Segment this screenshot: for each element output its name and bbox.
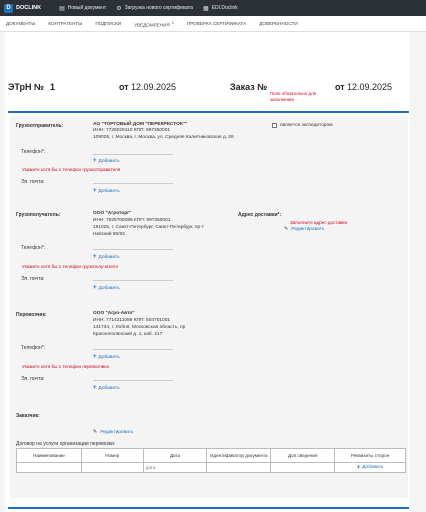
consignee-address-line1: 191025, г. Санкт-Петербург, Санкт-Петербург, пр-т [93, 225, 204, 230]
shipper-inn: ИНН: 7728029110 КПП: 997350001 [93, 128, 171, 133]
doc-from-label: от [119, 82, 129, 92]
new-document-label: Новый документ [67, 5, 107, 11]
menu-check-certificate[interactable]: ПРОВЕРКА СЕРТИФИКАТА [186, 21, 247, 26]
menu-subscriptions[interactable]: ПОДПИСКИ [95, 21, 122, 26]
cell-additional-info-input[interactable] [271, 463, 335, 473]
menu-notifications-label: УВЕДОМЛЕНИЯ [134, 22, 170, 28]
carrier-phone-input[interactable] [93, 349, 173, 350]
shipper-email-input[interactable] [93, 183, 173, 184]
contract-table [16, 448, 406, 473]
carrier-address-line1: 141734, г. Лобня, Московская область, пр [93, 325, 186, 330]
consignee-email-add-button[interactable] [93, 285, 120, 291]
shipper-phone-label: Телефон*: [21, 149, 46, 155]
carrier-email-label: Эл. почта: [21, 376, 45, 382]
shipper-label: Грузоотправитель: [16, 123, 64, 129]
carrier-inn: ИНН: 7714211088 КПП: 504701001 [93, 318, 171, 323]
table-header-row [17, 449, 406, 463]
carrier-email-input[interactable] [93, 380, 173, 381]
carrier-name: ООО "Агро-Авто" [93, 311, 135, 316]
doc-number[interactable]: 1 [50, 82, 56, 92]
add-label: Добавить [98, 385, 120, 391]
delivery-address-error: Заполните адрес доставки [290, 220, 348, 225]
notification-badge: 1 [171, 19, 174, 25]
plus-icon: + [93, 158, 97, 164]
contract-add-button[interactable] [357, 465, 384, 471]
parties-section [10, 116, 408, 498]
carrier-phone-label: Телефон*: [21, 345, 46, 351]
consignee-label: Грузополучатель: [16, 212, 61, 218]
upload-certificate-link[interactable] [116, 5, 193, 12]
consignee-phone-input[interactable] [93, 249, 173, 250]
add-label: Добавить [98, 254, 120, 260]
checkbox-box [272, 123, 277, 128]
doc-date[interactable]: 12.09.2025 [131, 82, 177, 92]
edi-doclink-label: EDI.Doclink [211, 5, 238, 11]
col-number: Номер [81, 449, 143, 463]
shipper-phone-input[interactable] [93, 154, 173, 155]
consignee-phone-error: Укажите хотя бы 1 телефон грузополучателя [22, 264, 118, 269]
gear-icon: ⚙ [116, 5, 122, 12]
edit-label: Редактировать [291, 226, 325, 232]
bottom-divider [8, 507, 409, 509]
consignee-email-label: Эл. почта: [21, 276, 45, 282]
delivery-address-label: Адрес доставки*: [238, 212, 282, 218]
col-party-details: Реквизиты сторон [335, 449, 406, 463]
cell-date-input[interactable]: дата [143, 463, 207, 473]
main-menu [0, 16, 426, 32]
consignee-phone-add-button[interactable] [93, 254, 120, 260]
carrier-email-add-button[interactable] [93, 385, 120, 391]
shipper-email-add-button[interactable] [93, 188, 120, 194]
plus-icon: + [93, 254, 97, 260]
upload-certificate-label: Загрузка нового сертификата [124, 5, 193, 11]
order-label: Заказ № [230, 82, 268, 92]
header-divider [8, 111, 409, 113]
document-page [5, 32, 410, 512]
add-label: Добавить [98, 188, 120, 194]
order-date[interactable]: 12.09.2025 [347, 82, 393, 92]
carrier-phone-error: Укажите хотя бы 1 телефон перевозчика [22, 364, 109, 369]
forwarder-checkbox[interactable] [272, 123, 333, 128]
cell-number-input[interactable] [81, 463, 143, 473]
shipper-email-label: Эл. почта: [21, 179, 45, 185]
edi-doclink-link[interactable] [203, 5, 238, 12]
customer-edit-button[interactable] [93, 429, 133, 435]
shipper-phone-add-button[interactable] [93, 158, 120, 164]
edit-label: Редактировать [100, 429, 134, 435]
document-header [8, 79, 408, 102]
order-required-error: Поле обязательно для заполнения [270, 91, 317, 102]
consignee-inn: ИНН: 7825706086 КПП: 997350001 [93, 218, 171, 223]
order-from-label: от [335, 82, 345, 92]
pencil-icon: ✎ [284, 226, 289, 232]
cell-party-details [335, 463, 406, 473]
shipper-phone-error: Укажите хотя бы 1 телефон грузоотправителя [22, 167, 121, 172]
col-name: Наименование [17, 449, 82, 463]
plus-icon: + [93, 354, 97, 360]
consignee-email-input[interactable] [93, 280, 173, 281]
consignee-phone-label: Телефон*: [21, 245, 46, 251]
add-label: Добавить [362, 465, 384, 470]
document-icon: ▤ [59, 5, 65, 12]
table-row [17, 463, 406, 473]
logo-text: DOCLINK [16, 5, 42, 11]
pencil-icon: ✎ [93, 429, 98, 435]
cell-name-input[interactable] [17, 463, 82, 473]
forwarder-label: является экспедитором [280, 123, 333, 128]
plus-icon: + [93, 385, 97, 391]
carrier-phone-add-button[interactable] [93, 354, 120, 360]
menu-counterparties[interactable]: КОНТРАГЕНТЫ [48, 21, 83, 26]
top-bar [0, 0, 426, 16]
carrier-label: Перевозчик: [16, 312, 47, 318]
menu-notifications[interactable] [134, 20, 174, 28]
menu-documents[interactable]: ДОКУМЕНТЫ [6, 21, 36, 26]
delivery-address-edit-button[interactable] [284, 226, 324, 232]
consignee-address-line2: Невский 90/92 [93, 232, 125, 237]
shipper-address: 109029, г. Москва, г. Москва, ул. Средняя Калитниковская д. 28 [93, 135, 234, 140]
logo-icon: D [4, 4, 13, 13]
doc-type-label: ЭТрН № [8, 82, 45, 92]
shipper-name: АО "ТОРГОВЫЙ ДОМ "ПЕРЕКРЕСТОК"" [93, 122, 188, 127]
contract-caption: Договор на услуги организации перевозки: [16, 441, 116, 447]
cell-doc-id-input[interactable] [207, 463, 271, 473]
menu-powers-of-attorney[interactable]: ДОВЕРЕННОСТИ [259, 21, 298, 26]
consignee-name: ООО "Агроторг" [93, 211, 132, 216]
grid-icon: ▦ [202, 5, 209, 12]
carrier-address-line2: Краснополянский д. 1, каб. 217 [93, 332, 163, 337]
col-date: Дата [143, 449, 207, 463]
add-label: Добавить [98, 285, 120, 291]
customer-label: Заказчик: [16, 413, 40, 419]
plus-icon: + [93, 188, 97, 194]
plus-icon: + [356, 464, 361, 471]
add-label: Добавить [98, 354, 120, 360]
col-doc-id: Идентификатор документа [207, 449, 271, 463]
col-additional-info: Доп.сведения [271, 449, 335, 463]
app-logo[interactable] [4, 4, 41, 13]
add-label: Добавить [98, 158, 120, 164]
new-document-link[interactable] [59, 5, 106, 12]
plus-icon: + [93, 285, 97, 291]
